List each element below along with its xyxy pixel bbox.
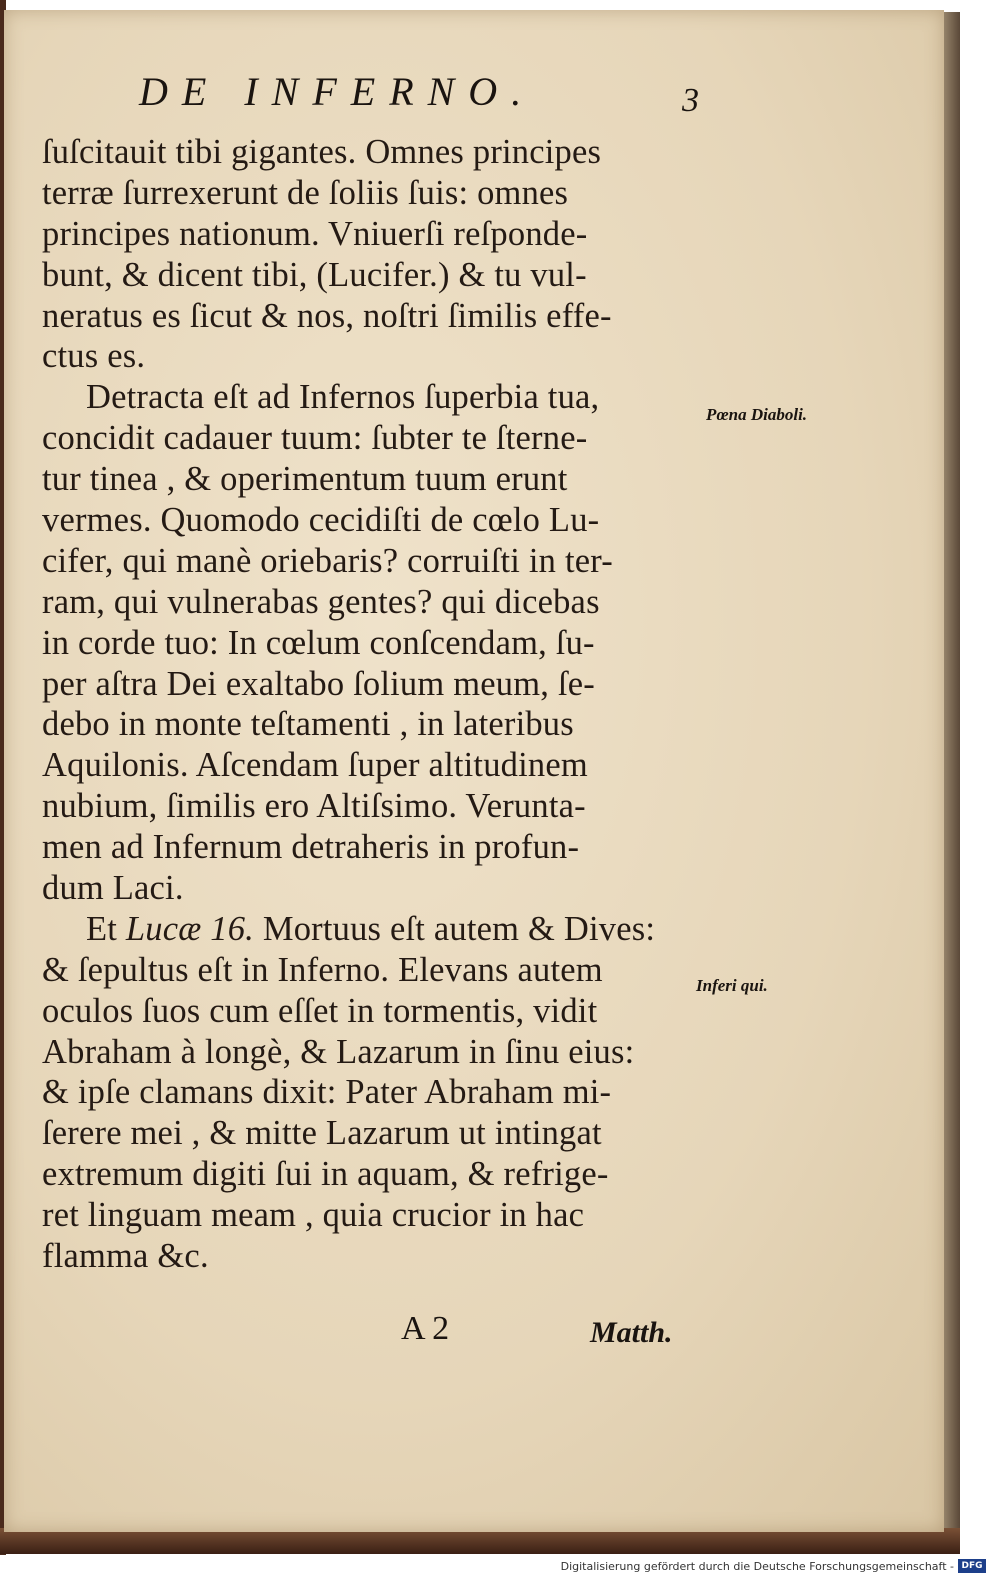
text-line: flamma &c. bbox=[42, 1237, 209, 1276]
text-line: ram, qui vulnerabas gentes? qui dicebas bbox=[42, 582, 600, 621]
text-line: ſerere mei , & mitte Lazarum ut intingat bbox=[42, 1114, 602, 1153]
dfg-logo: DFG bbox=[958, 1559, 986, 1573]
text-line: oculos ſuos cum eſſet in tormentis, vidit bbox=[42, 991, 598, 1030]
text-line: ctus es. bbox=[42, 337, 146, 376]
text-line: vermes. Quomodo cecidiſti de cœlo Lu- bbox=[42, 501, 600, 540]
text-line: & ipſe clamans dixit: Pater Abraham mi- bbox=[42, 1073, 612, 1112]
text-line: cifer, qui manè oriebaris? corruiſti in ter- bbox=[42, 541, 613, 580]
margin-note: Pœna Diaboli. bbox=[706, 405, 808, 424]
text-line: dum Laci. bbox=[42, 869, 184, 908]
text-line: neratus es ſicut & nos, noſtri ſimilis effe- bbox=[42, 296, 612, 335]
book-page bbox=[4, 10, 944, 1532]
text-line: bunt, & dicent tibi, (Lucifer.) & tu vul- bbox=[42, 255, 587, 294]
signature-mark: A 2 bbox=[401, 1310, 450, 1347]
text-line: Detracta eſt ad Infernos ſuperbia tua, bbox=[86, 378, 600, 417]
text-line: & ſepultus eſt in Inferno. Elevans autem bbox=[42, 950, 603, 989]
text-line: Aquilonis. Aſcendam ſuper altitudinem bbox=[42, 746, 588, 785]
footer-credit: Digitalisierung gefördert durch die Deutsche Forschungsgemeinschaft - bbox=[560, 1560, 954, 1573]
catchword: Matth. bbox=[590, 1316, 673, 1349]
text-line: ſuſcitauit tibi gigantes. Omnes principes bbox=[42, 133, 602, 171]
text-line: terræ ſurrexerunt de ſoliis ſuis: omnes bbox=[42, 173, 569, 212]
text-line bbox=[42, 909, 702, 950]
running-head: DE INFERNO. bbox=[139, 69, 536, 114]
text-line: principes nationum. Vniuerſi reſponde- bbox=[42, 214, 588, 253]
text-line: nubium, ſimilis ero Altiſsimo. Verunta- bbox=[42, 787, 586, 826]
scripture-reference: Lucæ 16. bbox=[125, 909, 255, 948]
text-line: per aſtra Dei exaltabo ſolium meum, ſe- bbox=[42, 664, 595, 703]
text-line: debo in monte teſtamenti , in lateribus bbox=[42, 705, 574, 744]
page-edge-shadow bbox=[942, 12, 960, 1542]
body-text bbox=[42, 132, 702, 1277]
text-line: Abraham à longè, & Lazarum in ſinu eius: bbox=[42, 1032, 635, 1071]
margin-note: Inferi qui. bbox=[696, 976, 768, 995]
text-line: tur tinea , & operimentum tuum erunt bbox=[42, 460, 568, 499]
folio-number: 3 bbox=[682, 82, 699, 119]
text-line: ret linguam meam , quia crucior in hac bbox=[42, 1196, 585, 1235]
digitization-footer bbox=[0, 1555, 1000, 1582]
paragraph-lead: Et bbox=[86, 909, 118, 948]
text-line: men ad Infernum detraheris in profun- bbox=[42, 828, 580, 867]
text-line: concidit cadauer tuum: ſubter te ſterne- bbox=[42, 419, 588, 458]
text-line-rest: Mortuus eſt autem & Dives: bbox=[262, 909, 656, 948]
text-line: in corde tuo: In cœlum conſcendam, ſu- bbox=[42, 623, 595, 662]
text-line: extremum digiti ſui in aquam, & refrige- bbox=[42, 1155, 609, 1194]
